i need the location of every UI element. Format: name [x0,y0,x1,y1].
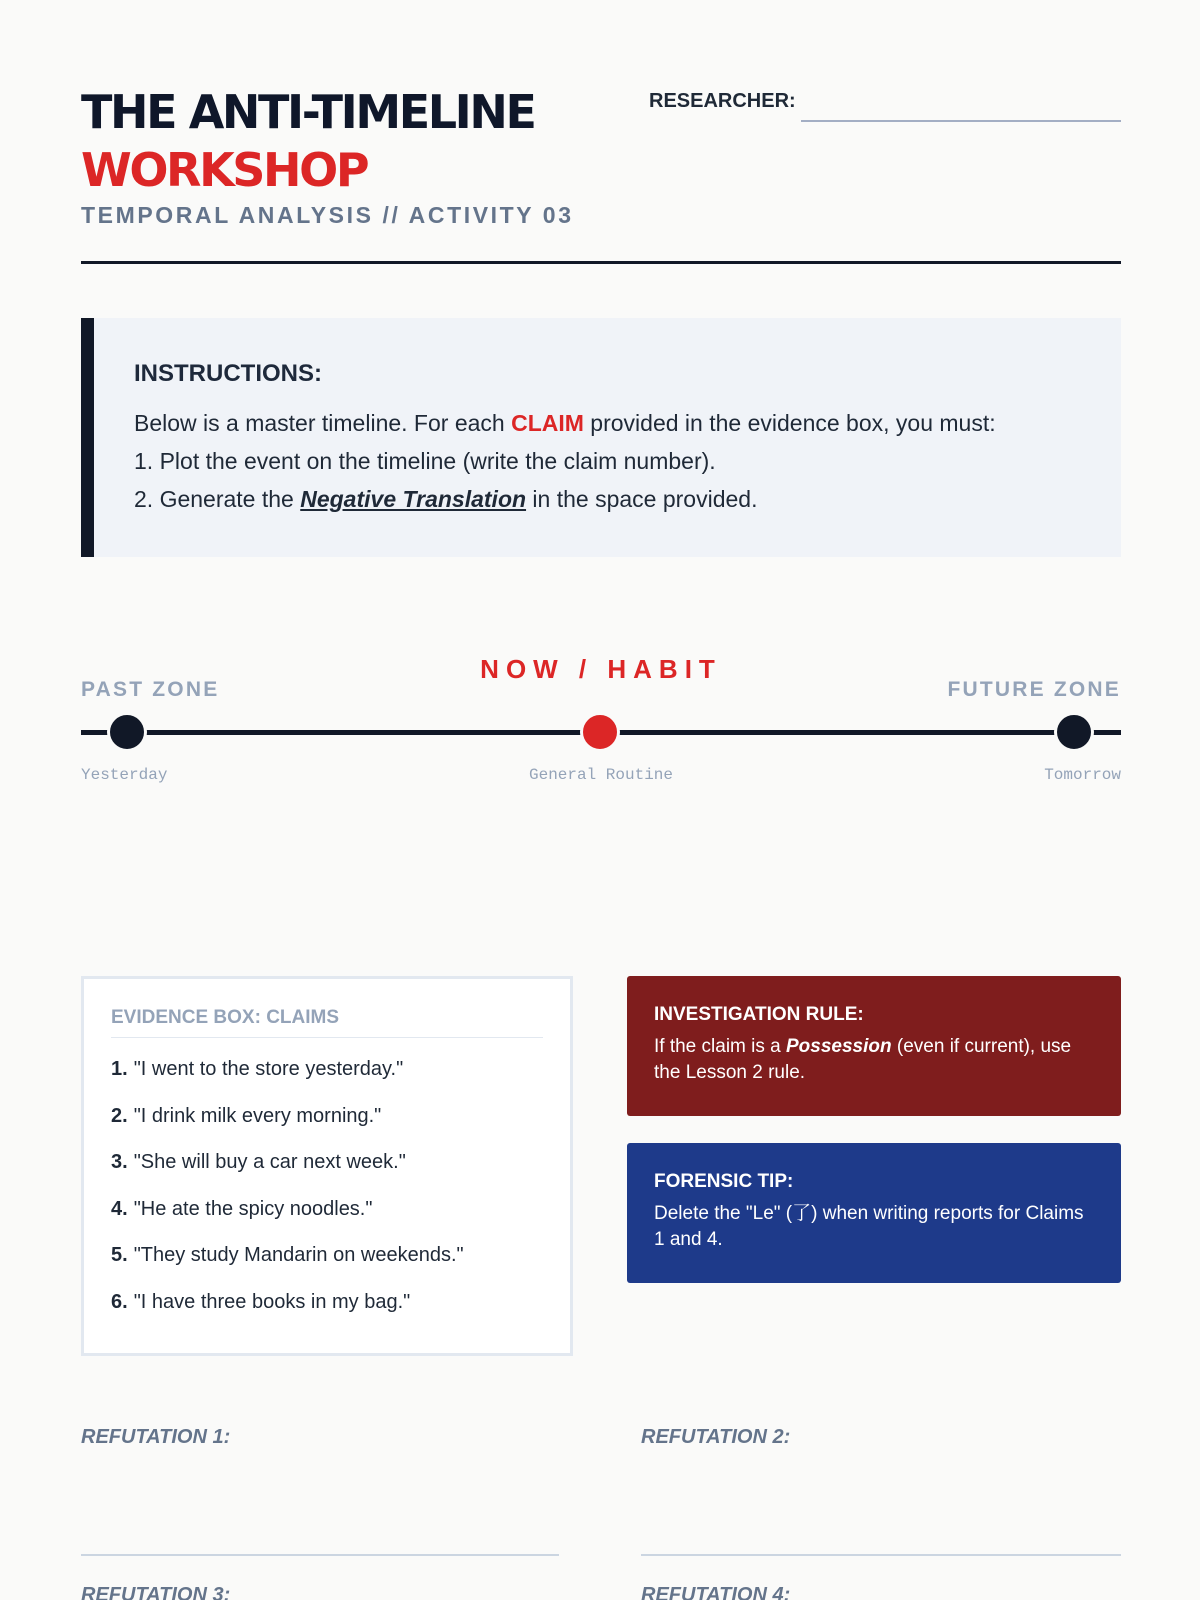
future-tick-label: Tomorrow [1044,766,1121,784]
claim-number: 5. [111,1244,128,1266]
instruction-text: 2. Generate the [134,486,301,512]
subtitle: TEMPORAL ANALYSIS // ACTIVITY 03 [81,202,574,228]
claim-text: "They study Mandarin on weekends." [133,1244,464,1266]
instruction-text: Below is a master timeline. For each [134,410,512,436]
researcher-label: RESEARCHER: [649,90,796,112]
rule-text: (even if current), use the Lesson 2 rule. [654,1036,1072,1083]
refutation-label: REFUTATION 2: [641,1426,791,1448]
claim-keyword: CLAIM [511,410,584,436]
refutation-input[interactable] [81,1462,559,1556]
refutation-label: REFUTATION 1: [81,1426,231,1448]
claim-text: "I drink milk every morning." [133,1104,382,1127]
instructions-heading: INSTRUCTIONS: [134,360,322,387]
now-tick-label: General Routine [528,766,674,784]
instructions-panel [81,318,1121,557]
claim-number: 3. [111,1151,128,1173]
claim-item [111,1149,543,1175]
future-zone-label: FUTURE ZONE [947,678,1121,701]
claim-text: "I went to the store yesterday." [133,1058,404,1080]
claim-number: 1. [111,1058,128,1080]
claim-item [111,1056,543,1082]
future-marker[interactable] [1054,712,1094,752]
claim-number: 6. [111,1290,128,1313]
claim-text: "He ate the spicy noodles." [133,1197,373,1220]
refutation-label: REFUTATION 4: [641,1584,791,1600]
title-line-1: THE ANTI-TIMELINE [81,85,535,139]
investigation-rule-card [627,976,1121,1116]
researcher-input[interactable] [801,88,1121,122]
instruction-text: in the space provided. [526,486,758,512]
rule-card-body [654,1034,1094,1086]
instruction-line-1 [134,404,1081,442]
rule-card-title: INVESTIGATION RULE: [654,1004,864,1025]
tip-card-title: FORENSIC TIP: [654,1171,794,1192]
claim-item [111,1103,543,1129]
master-timeline [81,640,1121,790]
refutation-4 [641,1584,1121,1600]
tip-card-body: Delete the "Le" (了) when writing reports for Claims 1 and 4. [654,1203,1084,1250]
claim-item [111,1289,543,1315]
refutation-input[interactable] [641,1462,1121,1556]
claim-number: 4. [111,1197,128,1220]
instruction-line-2: 1. Plot the event on the timeline (write the claim number). [134,448,716,474]
instruction-text: provided in the evidence box, you must: [583,410,996,436]
rule-text: If the claim is a [654,1036,786,1057]
negative-translation-keyword: Negative Translation [300,486,527,512]
claim-text: "She will buy a car next week." [133,1151,406,1173]
claim-item [111,1242,543,1268]
refutation-2 [641,1426,1121,1546]
claim-item [111,1196,543,1222]
claim-text: "I have three books in my bag." [133,1290,411,1313]
refutation-label: REFUTATION 3: [81,1584,231,1600]
possession-keyword: Possession [786,1036,892,1057]
past-tick-label: Yesterday [81,766,168,784]
worksheet-header [81,84,1121,264]
researcher-field-group [649,88,1121,122]
title-line-2: WORKSHOP [81,143,368,197]
refutation-3 [81,1584,559,1600]
worksheet-page [81,0,1121,1600]
claim-number: 2. [111,1104,128,1127]
evidence-box [81,976,573,1356]
past-marker[interactable] [107,712,147,752]
forensic-tip-card [627,1143,1121,1283]
now-marker[interactable] [580,712,620,752]
now-habit-label: NOW / HABIT [480,654,722,684]
evidence-heading: EVIDENCE BOX: CLAIMS [111,1007,543,1038]
past-zone-label: PAST ZONE [81,678,220,701]
instruction-line-3 [134,480,1081,518]
refutation-1 [81,1426,559,1546]
